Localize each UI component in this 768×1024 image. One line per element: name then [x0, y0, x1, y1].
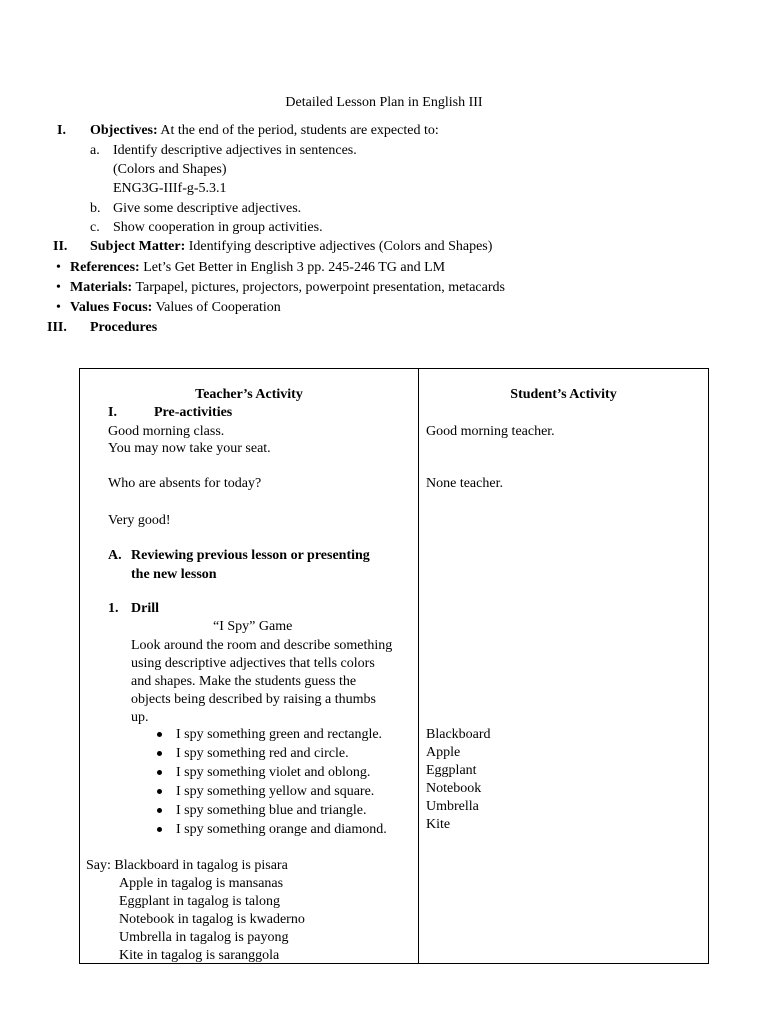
student-greeting: Good morning teacher. [426, 424, 555, 439]
student-answer: Kite [426, 817, 451, 832]
student-answer: Blackboard [426, 727, 491, 742]
pre-activities-label: Pre-activities [154, 405, 233, 420]
teacher-absents: Who are absents for today? [108, 476, 262, 491]
objective-item-a: Identify descriptive adjectives in sentences. [113, 143, 357, 158]
instruction-line: using descriptive adjectives that tells colors [131, 656, 375, 671]
objective-item-a-code: ENG3G-IIIf-g-5.3.1 [113, 181, 227, 196]
spy-list-item: I spy something red and circle. [176, 746, 349, 761]
materials-label: Materials: [70, 280, 133, 295]
bullet-icon [157, 827, 162, 832]
subject-matter-numeral: II. [53, 239, 68, 254]
values-focus-text: Values of Cooperation [155, 300, 281, 315]
drill-marker: 1. [108, 601, 119, 616]
spy-list-item: I spy something yellow and square. [176, 784, 375, 799]
objective-marker-a: a. [90, 143, 100, 158]
game-title: “I Spy” Game [213, 619, 293, 634]
spy-list-item: I spy something green and rectangle. [176, 727, 383, 742]
objective-item-c: Show cooperation in group activities. [113, 220, 323, 235]
bullet-icon [157, 732, 162, 737]
materials-text: Tarpapel, pictures, projectors, powerpoint presentation, metacards [135, 280, 505, 295]
bullet-icon: • [56, 280, 61, 295]
objective-item-b: Give some descriptive adjectives. [113, 201, 302, 216]
pre-activities-numeral: I. [108, 405, 117, 420]
student-activity-header: Student’s Activity [510, 387, 617, 402]
references-label: References: [70, 260, 140, 275]
materials-line [56, 279, 505, 297]
subject-matter-label: Subject Matter: [90, 239, 186, 254]
say-line: Eggplant in tagalog is talong [119, 894, 280, 909]
student-answer: Eggplant [426, 763, 477, 778]
bullet-icon: • [56, 260, 61, 275]
objective-item-a-colors: (Colors and Shapes) [113, 162, 227, 177]
teacher-greeting: Good morning class. [108, 424, 225, 439]
subject-matter-line [90, 238, 492, 256]
instruction-line: up. [131, 710, 149, 725]
bullet-icon [157, 770, 162, 775]
drill-heading: Drill [131, 601, 159, 616]
instruction-line: Look around the room and describe something [131, 638, 393, 653]
objective-marker-b: b. [90, 201, 101, 216]
say-line: Kite in tagalog is saranggola [119, 948, 280, 963]
references-line [56, 259, 445, 277]
bullet-icon [157, 789, 162, 794]
bullet-icon: • [56, 300, 61, 315]
values-focus-line [56, 299, 281, 317]
document-title: Detailed Lesson Plan in English III [285, 95, 483, 110]
objectives-text: At the end of the period, students are expected to: [160, 123, 439, 138]
values-focus-label: Values Focus: [70, 300, 153, 315]
objective-marker-c: c. [90, 220, 100, 235]
instruction-line: objects being described by raising a thumbs [131, 692, 376, 707]
student-answer: Notebook [426, 781, 482, 796]
say-line: Say: Blackboard in tagalog is pisara [86, 858, 288, 873]
bullet-icon [157, 808, 162, 813]
objectives-label: Objectives: [90, 123, 158, 138]
references-text: Let’s Get Better in English 3 pp. 245-246 TG and LM [143, 260, 446, 275]
spy-list-item: I spy something violet and oblong. [176, 765, 371, 780]
spy-list-item: I spy something orange and diamond. [176, 822, 387, 837]
student-answer: Apple [426, 745, 461, 760]
table-column-divider [418, 368, 419, 964]
subject-matter-text: Identifying descriptive adjectives (Colors and Shapes) [188, 239, 493, 254]
teacher-seat: You may now take your seat. [108, 441, 271, 456]
review-heading-line1: Reviewing previous lesson or presenting [131, 548, 370, 563]
bullet-icon [157, 751, 162, 756]
spy-list-item: I spy something blue and triangle. [176, 803, 367, 818]
review-marker: A. [108, 548, 122, 563]
say-line: Notebook in tagalog is kwaderno [119, 912, 305, 927]
objectives-line [90, 122, 439, 140]
instruction-line: and shapes. Make the students guess the [131, 674, 357, 689]
objectives-numeral: I. [57, 123, 66, 138]
teacher-activity-header: Teacher’s Activity [195, 387, 303, 402]
say-line: Umbrella in tagalog is payong [119, 930, 289, 945]
teacher-very-good: Very good! [108, 513, 171, 528]
procedures-numeral: III. [47, 320, 67, 335]
student-none: None teacher. [426, 476, 503, 491]
say-line: Apple in tagalog is mansanas [119, 876, 284, 891]
review-heading-line2: the new lesson [131, 567, 217, 582]
student-answer: Umbrella [426, 799, 479, 814]
procedures-label: Procedures [90, 320, 158, 335]
